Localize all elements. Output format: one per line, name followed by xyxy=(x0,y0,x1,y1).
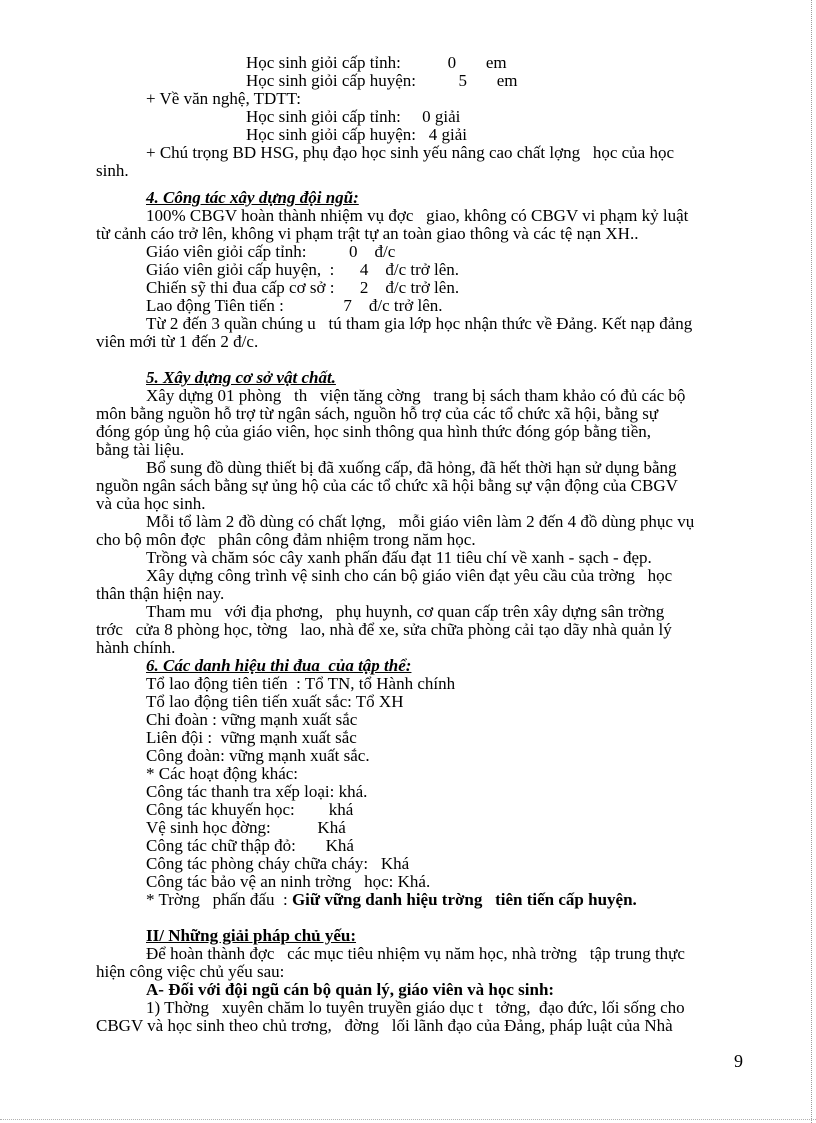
text-line: Công tác khuyến học: khá xyxy=(146,800,354,819)
text-line: Giáo viên giỏi cấp tỉnh: 0 đ/c xyxy=(146,242,396,261)
text-line: Xây dựng công trình vệ sinh cho cán bộ giáo viên đạt yêu cầu của trờng học xyxy=(146,566,673,585)
text-line: Tổ lao động tiên tiến xuất sắc: Tổ XH xyxy=(146,692,404,711)
text-line: * Các hoạt động khác: xyxy=(146,764,299,783)
text-line: Công tác bảo vệ an ninh trờng học: Khá. xyxy=(146,872,431,891)
section-heading-solutions: II/ Những giải pháp chủ yếu: xyxy=(146,926,357,945)
text-line: Vệ sinh học đờng: Khá xyxy=(146,818,346,837)
text-line: Học sinh giỏi cấp huyện: 4 giải xyxy=(246,125,467,144)
text-line: Công đoàn: vững mạnh xuất sắc. xyxy=(146,746,370,765)
text-line: bằng tài liệu. xyxy=(96,440,185,459)
section-heading-facilities: 5. Xây dựng cơ sở vật chất. xyxy=(146,368,336,387)
text-line: trớc cửa 8 phòng học, tờng lao, nhà để xe, sửa chữa phòng cải tạo dãy nhà quản lý xyxy=(96,620,672,639)
text-line: Tham mu với địa phơng, phụ huynh, cơ quan cấp trên xây dựng sân trờng xyxy=(146,602,665,621)
text-line: Lao động Tiên tiến : 7 đ/c trở lên. xyxy=(146,296,443,315)
text-line: Mỗi tổ làm 2 đồ dùng có chất lợng, mỗi giáo viên làm 2 đến 4 đồ dùng phục vụ xyxy=(146,512,695,531)
page-number: 9 xyxy=(734,1051,743,1071)
text-line: + Chú trọng BD HSG, phụ đạo học sinh yếu nâng cao chất lợng học của học xyxy=(146,143,675,162)
text-line: Học sinh giỏi cấp huyện: 5 em xyxy=(246,71,518,90)
text-line: từ cảnh cáo trở lên, không vi phạm trật tự an toàn giao thông và các tệ nạn XH.. xyxy=(96,224,639,243)
text-line: Học sinh giỏi cấp tỉnh: 0 giải xyxy=(246,107,461,126)
text-line: Học sinh giỏi cấp tỉnh: 0 em xyxy=(246,53,507,72)
page-frame-right-edge xyxy=(811,0,812,1123)
text-line: Công tác thanh tra xếp loại: khá. xyxy=(146,782,368,801)
text-line: và của học sinh. xyxy=(96,494,206,513)
text-line: CBGV và học sinh theo chủ trơng, đờng lối lãnh đạo của Đảng, pháp luật của Nhà xyxy=(96,1016,673,1035)
text-line: viên mới từ 1 đến 2 đ/c. xyxy=(96,332,259,351)
subsection-heading: A- Đối với đội ngũ cán bộ quản lý, giáo viên và học sinh: xyxy=(146,980,555,999)
text-line: Để hoàn thành đợc các mục tiêu nhiệm vụ năm học, nhà trờng tập trung thực xyxy=(146,944,685,963)
section-heading-staff: 4. Công tác xây dựng đội ngũ: xyxy=(146,188,359,207)
section-heading-awards: 6. Các danh hiệu thi đua của tập thể: xyxy=(146,656,412,675)
page-frame-bottom-edge xyxy=(0,1119,816,1120)
text-line: Công tác chữ thập đỏ: Khá xyxy=(146,836,354,855)
text-line: Liên đội : vững mạnh xuất sắc xyxy=(146,728,357,747)
text-line: đóng góp ủng hộ của giáo viên, học sinh thông qua hình thức đóng góp bằng tiền, xyxy=(96,422,652,441)
text-line: Công tác phòng cháy chữa cháy: Khá xyxy=(146,854,410,873)
goal-text: Giữ vững danh hiệu trờng tiên tiến cấp huyện. xyxy=(291,890,637,909)
text-line: + Về văn nghệ, TDTT: xyxy=(146,89,301,108)
text-line: Giáo viên giỏi cấp huyện, : 4 đ/c trở lên. xyxy=(146,260,460,279)
text-line: sinh. xyxy=(96,161,129,180)
text-line: hành chính. xyxy=(96,638,176,657)
text-line: Tổ lao động tiên tiến : Tổ TN, tổ Hành chính xyxy=(146,674,456,693)
text-line: Trồng và chăm sóc cây xanh phấn đấu đạt 11 tiêu chí về xanh - sạch - đẹp. xyxy=(146,548,652,567)
text-line: Từ 2 đến 3 quần chúng u tú tham gia lớp học nhận thức về Đảng. Kết nạp đảng xyxy=(146,314,693,333)
text-line: 100% CBGV hoàn thành nhiệm vụ đợc giao, không có CBGV vi phạm kỷ luật xyxy=(146,206,689,225)
text-line: 1) Thờng xuyên chăm lo tuyên truyền giáo dục t tởng, đạo đức, lối sống cho xyxy=(146,998,685,1017)
text-line: hiện công việc chủ yếu sau: xyxy=(96,962,285,981)
goal-label: * Trờng phấn đấu : xyxy=(146,890,292,909)
text-line: cho bộ môn đợc phân công đảm nhiệm trong năm học. xyxy=(96,530,476,549)
text-line: Chiến sỹ thi đua cấp cơ sở : 2 đ/c trở lên. xyxy=(146,278,460,297)
text-line: nguồn ngân sách bằng sự ủng hộ của các tổ chức xã hội bằng sự vận động của CBGV xyxy=(96,476,678,495)
goal-line xyxy=(146,891,637,909)
text-line: Xây dựng 01 phòng th viện tăng cờng trang bị sách tham khảo có đủ các bộ xyxy=(146,386,686,405)
text-line: môn bằng nguồn hỗ trợ từ ngân sách, nguồn hỗ trợ của các tổ chức xã hội, bằng sự xyxy=(96,404,659,423)
text-line: thân thận hiện nay. xyxy=(96,584,225,603)
text-line: Chi đoàn : vững mạnh xuất sắc xyxy=(146,710,358,729)
text-line: Bổ sung đồ dùng thiết bị đã xuống cấp, đã hỏng, đã hết thời hạn sử dụng bằng xyxy=(146,458,677,477)
